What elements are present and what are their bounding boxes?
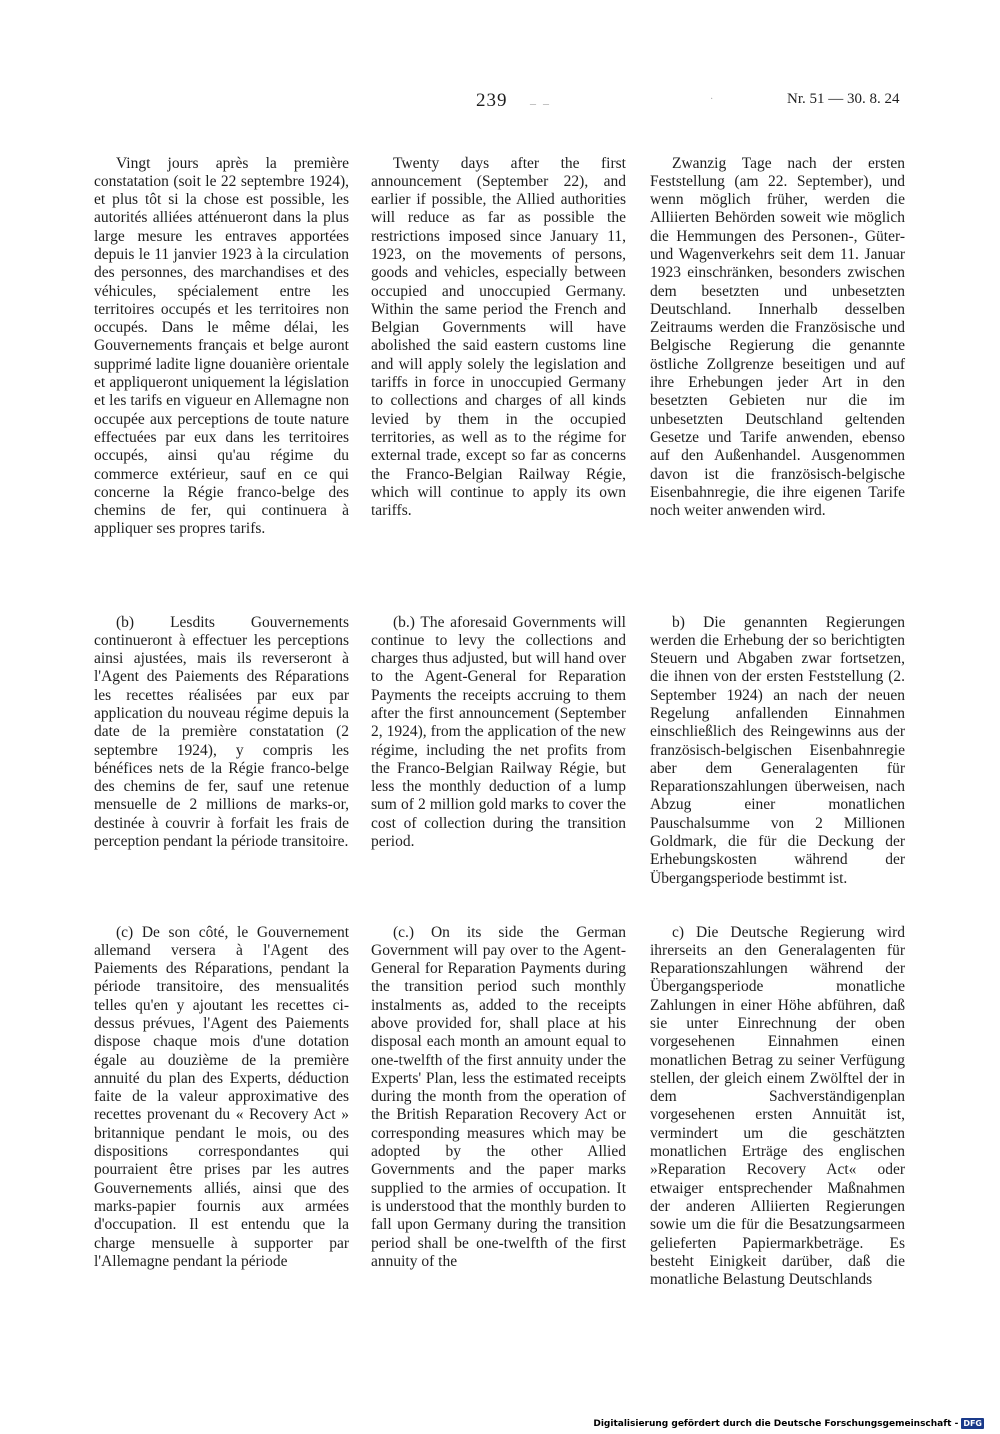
french-paragraph-b: (b) Lesdits Gouvernements continueront à effectuer les perceptions ainsi ajustées, mais ils reverseront à l'Agent des Paiements des Réparations les recettes réalisées par eux par application du nouveau régime depuis la date de la première constatation (2 septembre 1924), y compris les bénéfices nets de la Régie franco-belge des chemins de fer, sauf une retenue mensuelle de 2 millions de marks-or, destinée à couvrir à forfait les frais de perception pendant la période transitoire. <box>94 613 349 851</box>
footer-text: Digitalisierung gefördert durch die Deutsche Forschungsgemeinschaft - <box>593 1418 959 1429</box>
french-paragraph-a: Vingt jours après la première constatation (soit le 22 septembre 1924), et plus tôt si la chose est possible, les autorités alliées atténueront dans la plus large mesure les entraves apportées depuis le 11 janvier 1923 à la circulation des personnes, des marchandises et des véhicules, spécialement entre les territoires occupés et les territoires non occupés. Dans le même délai, les Gouvernements français et belge auront supprimé ladite ligne douanière orientale et appliqueront uniquement la législation et les tarifs en vigueur en Allemagne non occupée aux perceptions de toute nature effectuées par eux dans les territoires occupés, ainsi qu'au régime du commerce extérieur, sauf en ce qui concerne la Régie franco-belge des chemins de fer, qui continuera à appliquer ses propres tarifs. <box>94 154 349 538</box>
german-paragraph-b: b) Die genannten Regierungen werden die Erhebung der so berichtigten Steuern und Abgaben zwar fortsetzen, die ihnen von der ersten Feststellung (2. September 1924) an nach der neuen Regelung anfallenden Einnahmen einschließlich des Reingewinns aus der französisch-belgischen Eisenbahnregie aber dem Generalagenten für Reparationszahlungen überweisen, nach Abzug einer monatlichen Pauschalsumme von 2 Millionen Goldmark, die für die Deckung der Erhebungskosten während der Übergangsperiode bestimmt ist. <box>650 613 905 887</box>
english-paragraph-c: (c.) On its side the German Government will pay over to the Agent-General for Reparation Payments during the transition period such monthly instalments as, added to the receipts above provided for, shall place at his disposal each month an amount equal to one-twelfth of the first annuity under the Experts' Plan, less the estimated receipts during the month from the operation of the British Reparation Recovery Act or corresponding measures which may be adopted by the other Allied Governments and the paper marks supplied to the armies of occupation. It is understood that the monthly burden to fall upon Germany during the transition period shall be one-twelfth of the first annuity of the <box>371 923 626 1270</box>
issue-date: Nr. 51 — 30. 8. 24 <box>787 91 900 107</box>
page-number: 239 <box>476 90 508 111</box>
english-paragraph-a: Twenty days after the first announcement (September 22), and earlier if possible, the Allied authorities will reduce as far as possible the restrictions imposed since January 11, 1923, on the movements of persons, goods and vehicles, especially between occupied and unoccupied Germany. Within the same period the French and Belgian Governments will have abolished the said eastern customs line and will apply solely the legislation and tariffs in force in unoccupied Germany to collections and charges of all kinds levied by them in the occupied territories, as well as to the régime for external trade, except so far as concerns the Franco-Belgian Railway Régie, which will continue to apply its own tariffs. <box>371 154 626 520</box>
header-dashes: – – <box>530 96 551 110</box>
german-paragraph-a: Zwanzig Tage nach der ersten Feststellung (am 22. September), und wenn möglich früher, werden die Alliierten Behörden soweit wie möglich die Hemmungen des Personen-, Güter- und Wagenverkehrs seit dem 11. Januar 1923 einschränken, besonders zwischen dem besetzten und unbesetzten Deutschland. Innerhalb desselben Zeitraums werden die Französische und Belgische Regierung die genannte östliche Zollgrenze beseitigen und auf ihre Erhebungen jeder Art in den besetzten Gebieten nur die im unbesetzten Deutschland geltenden Gesetze und Tarife anwenden, ebenso auf den Außenhandel. Ausgenommen davon ist die französisch-belgische Eisenbahnregie, die ihre eigenen Tarife noch weiter anwenden wird. <box>650 154 905 520</box>
english-paragraph-b: (b.) The aforesaid Governments will continue to levy the collections and charges thus adjusted, but will hand over to the Agent-General for Reparation Payments the receipts accruing to them after the first announcement (September 2, 1924), from the application of the new régime, including the net profits from the Franco-Belgian Railway Régie, but less the monthly deduction of a lump sum of 2 million gold marks to cover the cost of collection during the transition period. <box>371 613 626 851</box>
header-dot: · <box>710 94 714 105</box>
french-paragraph-c: (c) De son côté, le Gouvernement allemand versera à l'Agent des Paiements des Réparations, pendant la période transitoire, des mensualités telles qu'en y ajoutant les recettes ci-dessus prévues, l'Agent des Paiements dispose chaque mois d'une dotation égale au douzième de la première annuité du plan des Experts, déduction faite de la valeur approximative des recettes provenant du « Recovery Act » britannique pendant le mois, ou des dispositions correspondantes qui pourraient être prises par les autres Gouvernements alliés, ainsi que des marks-papier fournis aux armées d'occupation. Il est entendu que la charge mensuelle à supporter par l'Allemagne pendant la période <box>94 923 349 1270</box>
footer-credit <box>593 1418 984 1429</box>
german-paragraph-c: c) Die Deutsche Regierung wird ihrerseits an den Generalagenten für Reparationszahlungen während der Übergangsperiode monatliche Zahlungen in einer Höhe abführen, daß sie unter Einrechnung der oben vorgesehenen Einnahmen einen monatlichen Betrag zu seiner Verfügung stellen, der gleich einem Zwölftel der in dem Sachverständigenplan vorgesehenen ersten Annuität ist, vermindert um die geschätzten monatlichen Erträge des englischen »Reparation Recovery Act« oder etwaiger entsprechender Maßnahmen der anderen Alliierten Regierungen sowie um die für die Besatzungsarmeen gelieferten Papiermarkbeträge. Es besteht Einigkeit darüber, daß die monatliche Belastung Deutschlands <box>650 923 905 1289</box>
dfg-logo: DFG <box>963 1419 982 1428</box>
